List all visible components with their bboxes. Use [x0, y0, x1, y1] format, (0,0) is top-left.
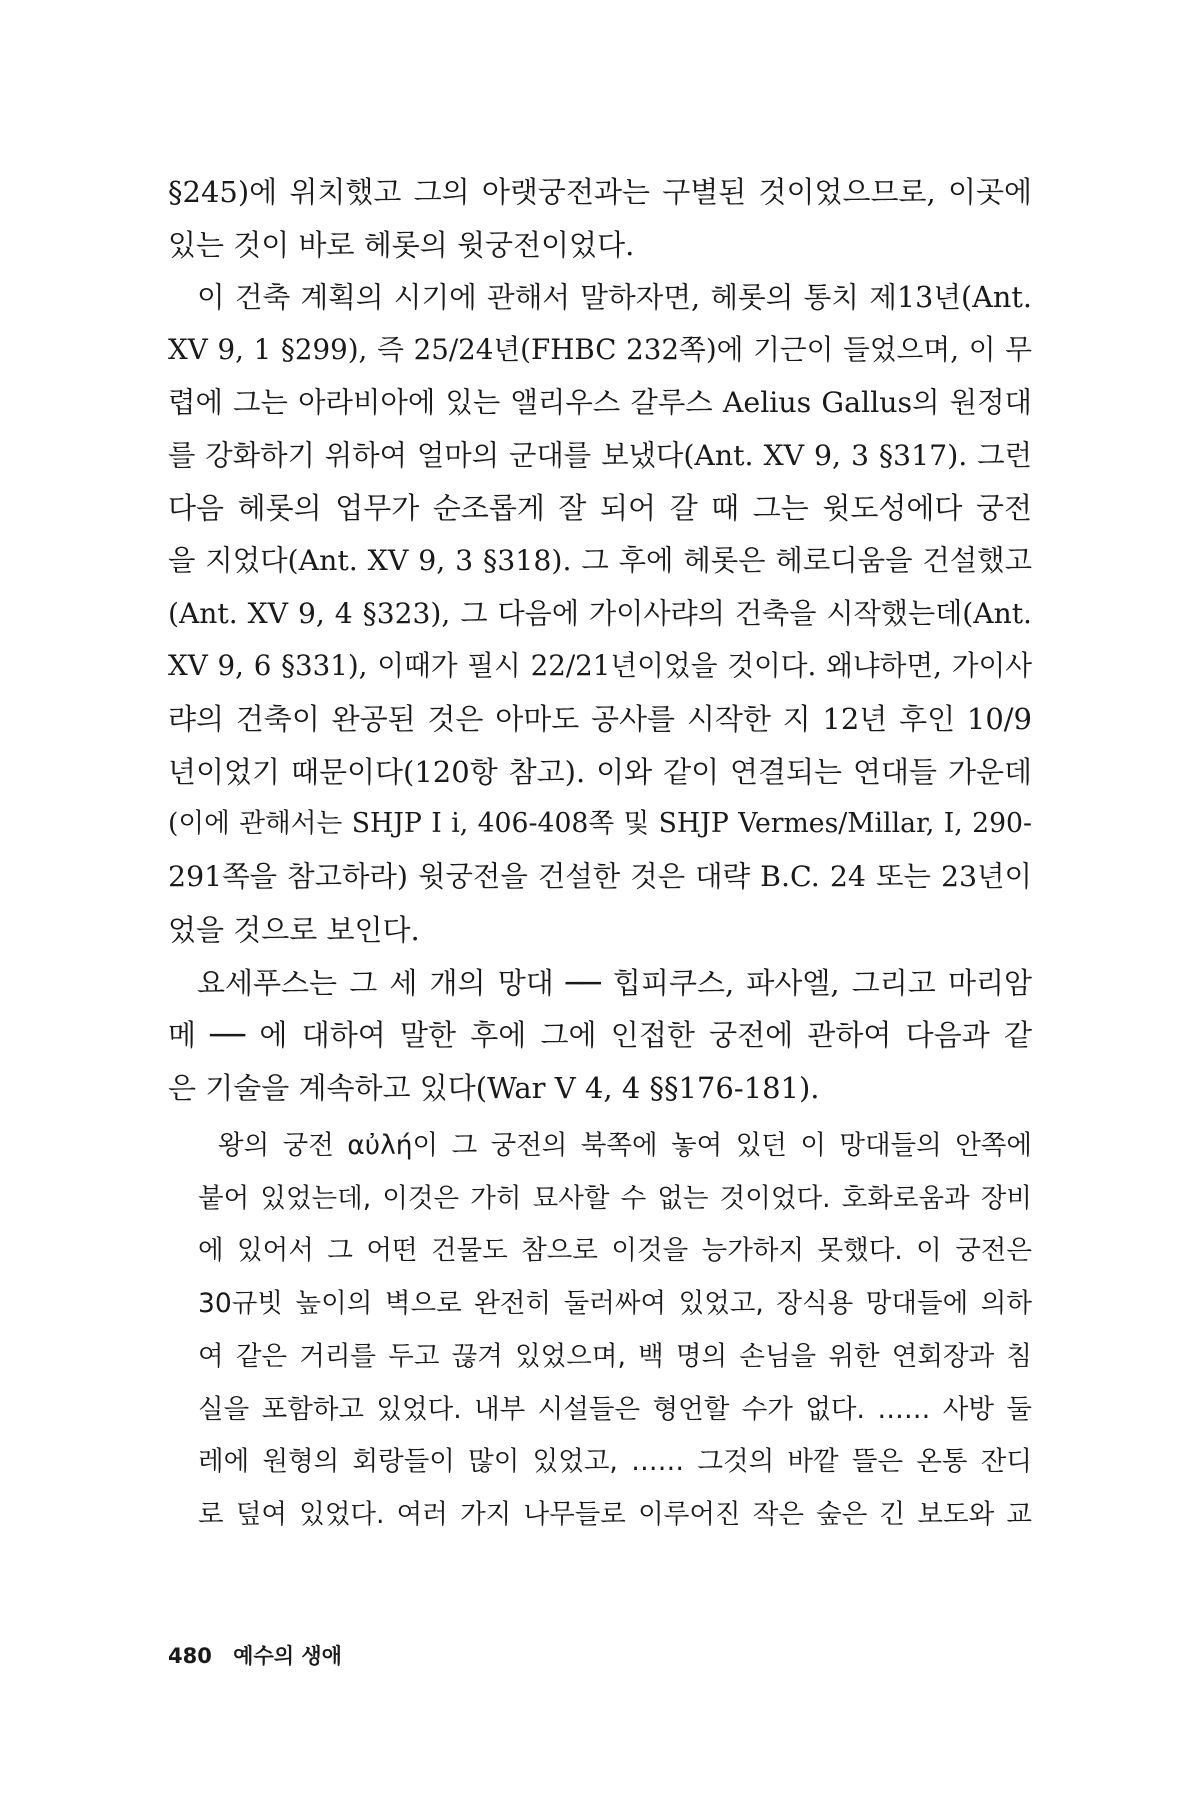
- quote-line: 붙어 있었는데, 이것은 가히 묘사할 수 없는 것이었다. 호화로움과 장비: [198, 1182, 1032, 1214]
- text-line: 이 건축 계획의 시기에 관해서 말하자면, 헤롯의 통치 제13년(Ant.: [197, 280, 1032, 315]
- page-number: 480: [168, 1644, 212, 1668]
- quote-line: 실을 포함하고 있었다. 내부 시설들은 형언할 수가 없다. …… 사방 둘: [198, 1393, 1032, 1425]
- text-line: XV 9, 6 §331), 이때가 필시 22/21년이었을 것이다. 왜냐하면, 가이사: [168, 649, 1032, 683]
- text-line: 291쪽을 참고하라) 윗궁전을 건설한 것은 대략 B.C. 24 또는 23년이: [168, 860, 1032, 894]
- quote-line: 에 있어서 그 어떤 건물도 참으로 이것을 능가하지 못했다. 이 궁전은: [198, 1235, 1032, 1267]
- quote-line: 왕의 궁전 αὐλή이 그 궁전의 북쪽에 놓여 있던 이 망대들의 안쪽에: [218, 1130, 1032, 1161]
- text-line: (이에 관해서는 SHJP I i, 406-408쪽 및 SHJP Vermes/Millar, I, 290-: [168, 808, 1032, 840]
- text-line: 랴의 건축이 완공된 것은 아마도 공사를 시작한 지 12년 후인 10/9: [168, 702, 1032, 737]
- text-line: 있는 것이 바로 헤롯의 윗궁전이었다.: [168, 227, 635, 262]
- text-line: 을 지었다(Ant. XV 9, 3 §318). 그 후에 헤롯은 헤로디움을 건설했고: [168, 543, 1032, 577]
- paragraph-2: [168, 271, 1032, 956]
- text-line: 년이었기 때문이다(120항 참고). 이와 같이 연결되는 연대들 가운데: [168, 754, 1032, 789]
- quote-line: 레에 원형의 회랑들이 많이 있었고, …… 그것의 바깥 뜰은 온통 잔디: [198, 1446, 1032, 1478]
- body-text: [168, 166, 1032, 1115]
- text-line: 메 ── 에 대하여 말한 후에 그에 인접한 궁전에 관하여 다음과 같: [168, 1018, 1032, 1053]
- page-footer: [168, 1640, 342, 1670]
- text-line: 다음 헤롯의 업무가 순조롭게 잘 되어 갈 때 그는 윗도성에다 궁전: [168, 491, 1032, 526]
- text-line: 은 기술을 계속하고 있다(War V 4, 4 §§176-181).: [168, 1070, 820, 1105]
- text-line: XV 9, 1 §299), 즉 25/24년(FHBC 232쪽)에 기근이 들었으며, 이 무: [168, 333, 1032, 367]
- paragraph-1: [168, 166, 1032, 271]
- text-line: §245)에 위치했고 그의 아랫궁전과는 구별된 것이었으므로, 이곳에: [168, 175, 1032, 209]
- text-line: (Ant. XV 9, 4 §323), 그 다음에 가이사랴의 건축을 시작했는데(Ant.: [168, 596, 1032, 630]
- text-line: 렵에 그는 아라비아에 있는 앨리우스 갈루스 Aelius Gallus의 원정대: [168, 385, 1032, 419]
- quote-line: 30규빗 높이의 벽으로 완전히 둘러싸여 있었고, 장식용 망대들에 의하: [198, 1288, 1032, 1320]
- paragraph-3: [168, 957, 1032, 1115]
- quote-line: 여 같은 거리를 두고 끊겨 있었으며, 백 명의 손님을 위한 연회장과 침: [198, 1340, 1032, 1372]
- block-quote: [198, 1120, 1032, 1542]
- running-title: 예수의 생애: [233, 1644, 342, 1668]
- text-line: 요세푸스는 그 세 개의 망대 ── 힙피쿠스, 파사엘, 그리고 마리암: [197, 965, 1032, 1000]
- text-line: 었을 것으로 보인다.: [168, 912, 420, 947]
- quote-line: 로 덮여 있었다. 여러 가지 나무들로 이루어진 작은 숲은 긴 보도와 교: [198, 1498, 1032, 1530]
- text-line: 를 강화하기 위하여 얼마의 군대를 보냈다(Ant. XV 9, 3 §317). 그런: [168, 438, 1032, 472]
